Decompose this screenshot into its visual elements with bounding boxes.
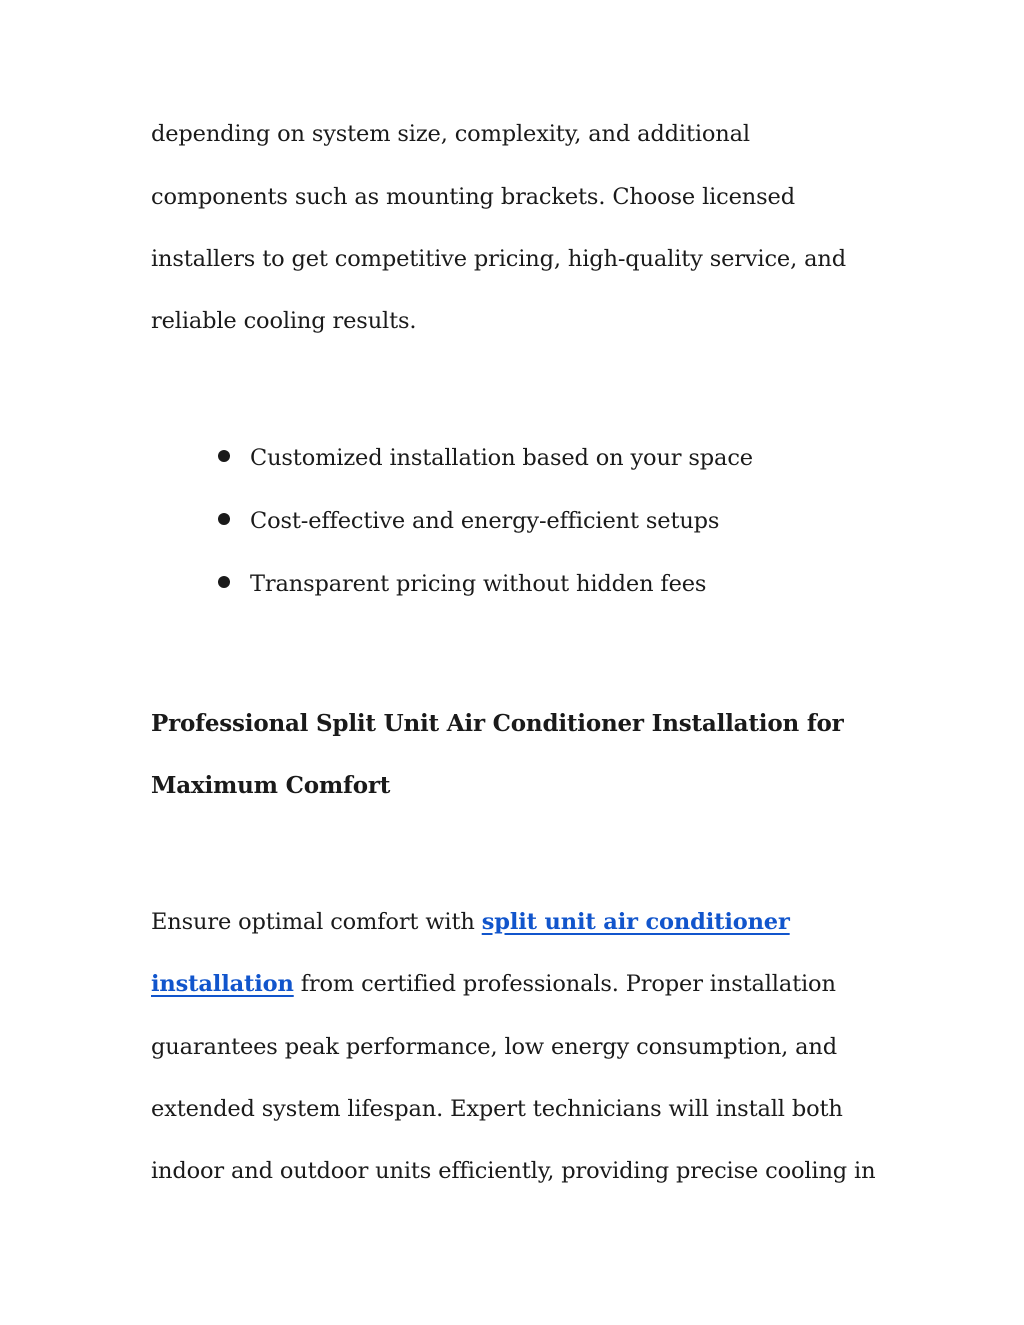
intro-paragraph-line: reliable cooling results.	[151, 308, 417, 334]
intro-paragraph-line: components such as mounting brackets. Choose licensed	[151, 184, 795, 210]
body-text: from certified professionals. Proper installation	[293, 971, 836, 997]
list-item	[218, 569, 706, 599]
body-paragraph-line: extended system lifespan. Expert technicians will install both	[151, 1096, 843, 1122]
section-heading-line: Professional Split Unit Air Conditioner Installation for	[151, 710, 844, 737]
bullet-icon	[218, 513, 230, 525]
body-paragraph-line	[151, 907, 790, 937]
list-item-text: Customized installation based on your space	[250, 445, 753, 471]
intro-paragraph-line: installers to get competitive pricing, high-quality service, and	[151, 246, 846, 272]
list-item	[218, 506, 719, 536]
intro-paragraph-line: depending on system size, complexity, and additional	[151, 121, 750, 147]
list-item-text: Transparent pricing without hidden fees	[250, 571, 707, 597]
split-unit-installation-link-continued[interactable]: installation	[151, 971, 294, 997]
body-paragraph-line: indoor and outdoor units efficiently, providing precise cooling in	[151, 1158, 876, 1184]
bullet-icon	[218, 450, 230, 462]
body-paragraph-line	[151, 969, 836, 999]
body-text: Ensure optimal comfort with	[151, 909, 482, 935]
body-paragraph-line: guarantees peak performance, low energy consumption, and	[151, 1034, 838, 1060]
list-item	[218, 443, 753, 473]
list-item-text: Cost-effective and energy-efficient setups	[250, 508, 720, 534]
bullet-icon	[218, 576, 230, 588]
section-heading-line: Maximum Comfort	[151, 772, 391, 799]
split-unit-installation-link[interactable]: split unit air conditioner	[481, 909, 790, 935]
